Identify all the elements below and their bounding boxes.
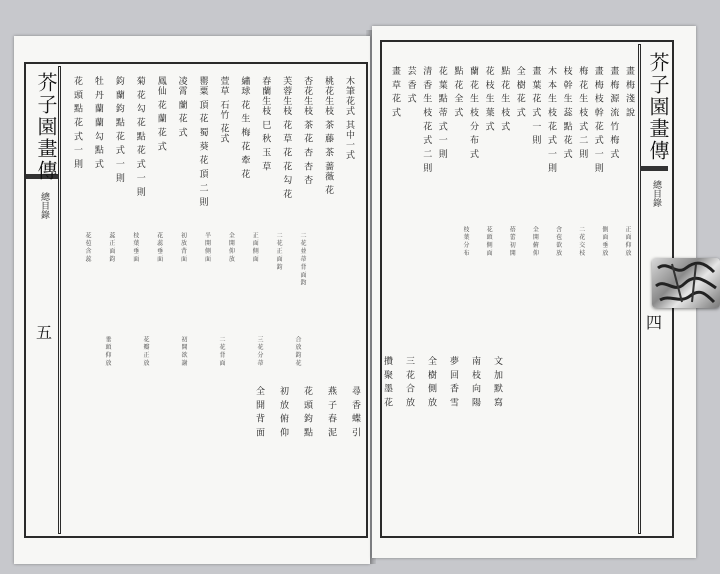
- text-column: 花 枝 生 葉 式: [483, 66, 494, 132]
- text-column: 罌粟 頂 花 蜀 葵 花 頂 二 則: [197, 76, 208, 207]
- text-column: 花 苞 含 蕊: [84, 232, 91, 262]
- text-column: 桃花生枝 茶 藤 茶 薔薇 花: [323, 76, 334, 196]
- text-column: 蓓 蕾 初 開: [508, 226, 516, 256]
- left-section-title: 總目錄: [39, 192, 49, 219]
- text-column: 半 開 側 面: [203, 232, 211, 262]
- text-column: 初 開 欲 謝: [180, 336, 187, 366]
- right-section-title: 總目錄: [651, 180, 661, 207]
- text-column: 初 放 俯 仰: [278, 386, 288, 438]
- text-column: 二 花 背 面: [218, 336, 225, 366]
- text-column: 畫 草 花 式: [390, 66, 400, 118]
- text-column: 三 花 分 蒂: [256, 336, 263, 366]
- text-column: 蘭 花 生 枝 分 布 式: [468, 66, 478, 160]
- text-column: 二 花 並 蒂 背 面 鈞: [299, 232, 306, 286]
- text-column: 木筆花式 其中一式: [344, 76, 354, 160]
- text-column: 畫 葉 花 式 一 則: [530, 66, 541, 146]
- left-page: [14, 36, 370, 564]
- right-fishtail-band: [640, 166, 668, 171]
- text-column: 牡 丹 蘭 蘭 勾 點 式: [92, 76, 103, 170]
- text-column: 畫 梅 枝 幹 花 式 一 則: [592, 66, 603, 174]
- right-page: [372, 26, 696, 558]
- right-page-number: 四: [646, 313, 663, 332]
- text-column: 初 放 背 面: [179, 232, 187, 262]
- text-column: 正 面 仰 放: [624, 226, 631, 256]
- text-column: 全 開 俯 仰: [531, 226, 539, 256]
- right-page-rule: [638, 44, 641, 534]
- left-page-number: 五: [36, 323, 53, 342]
- text-column: 花 頭 點 花 式 一 則: [72, 76, 82, 170]
- text-column: 含 苞 欲 放: [554, 226, 562, 256]
- text-column: 春蘭生枝 巳 秋 玉 草: [260, 76, 271, 172]
- left-book-title: 芥子園畫傳: [34, 72, 58, 182]
- text-column: 全 開 背 面: [254, 386, 264, 438]
- clip-ornament-icon: [652, 258, 720, 308]
- text-column: 正 面 側 面: [251, 232, 259, 262]
- right-book-title: 芥子園畫傳: [646, 52, 670, 162]
- text-column: 燕 子 春 泥: [326, 386, 336, 438]
- text-column: 枝 葉 分 布: [462, 226, 469, 256]
- text-column: 凌霄 蘭 花 式: [176, 76, 187, 138]
- text-column: 萱草 石竹 花式: [218, 76, 229, 144]
- text-column: 畫 梅 源 流 竹 梅 式: [608, 66, 619, 160]
- text-column: 花 瓣 正 放: [142, 336, 149, 366]
- text-column: 繡球 花 生 梅 花 牽 花: [239, 76, 250, 180]
- text-column: 側 面 垂 放: [600, 226, 608, 256]
- text-column: 畫 梅 淺 說: [624, 66, 634, 118]
- text-column: 木 本 生 枝 花 式 一 則: [546, 66, 556, 174]
- metal-binder-clip: [652, 258, 720, 308]
- text-column: 梅 花 生 枝 式 二 則: [577, 66, 588, 160]
- text-column: 合 放 鈞 花: [294, 336, 301, 366]
- text-column: 枝 幹 生 蕊 點 花 式: [561, 66, 572, 160]
- text-column: 夢 回 香 雪: [448, 356, 458, 408]
- text-column: 南 枝 向 陽: [470, 356, 480, 408]
- text-column: 芸 香 式: [405, 66, 416, 104]
- text-column: 點 花 全 式: [452, 66, 463, 118]
- text-column: 清 香 生 枝 花 式 二 則: [421, 66, 432, 174]
- text-column: 芙蓉生枝 花 草 花 花 勾 花: [281, 76, 292, 200]
- text-column: 全 樹 側 放: [426, 356, 436, 408]
- text-column: 花 葉 點 蒂 式 一 則: [436, 66, 447, 160]
- text-column: 蕊 正 面 鈞: [107, 232, 115, 262]
- text-column: 三 花 合 放: [404, 356, 414, 408]
- text-column: 垂 頭 仰 放: [104, 336, 111, 366]
- text-column: 菊 花 勾 花 點 花 式 一 則: [134, 76, 145, 197]
- text-column: 攢 聚 墨 花: [382, 356, 392, 408]
- text-column: 尋 香 蝶 引: [350, 386, 360, 438]
- text-column: 鳳仙 花 蘭 花 式: [155, 76, 166, 152]
- text-column: 點 花 生 枝 式: [499, 66, 510, 132]
- text-column: 花 蕊 垂 面: [155, 232, 163, 262]
- text-column: 枝 葉 垂 面: [131, 232, 139, 262]
- text-column: 杏花生枝 茶 花 杏 杏 杏: [302, 76, 313, 186]
- text-column: 二 花 交 枝: [577, 226, 585, 256]
- text-column: 花 頭 側 面: [485, 226, 493, 256]
- text-column: 全 開 仰 放: [227, 232, 235, 262]
- text-column: 花 頭 鈞 點: [302, 386, 312, 438]
- text-column: 全 樹 花 式: [514, 66, 525, 118]
- text-column: 二 花 正 面 鈞: [275, 232, 283, 270]
- text-column: 文 加 默 寫: [492, 356, 502, 408]
- text-column: 鈞 蘭 鈞 點 花 式 一 則: [113, 76, 124, 184]
